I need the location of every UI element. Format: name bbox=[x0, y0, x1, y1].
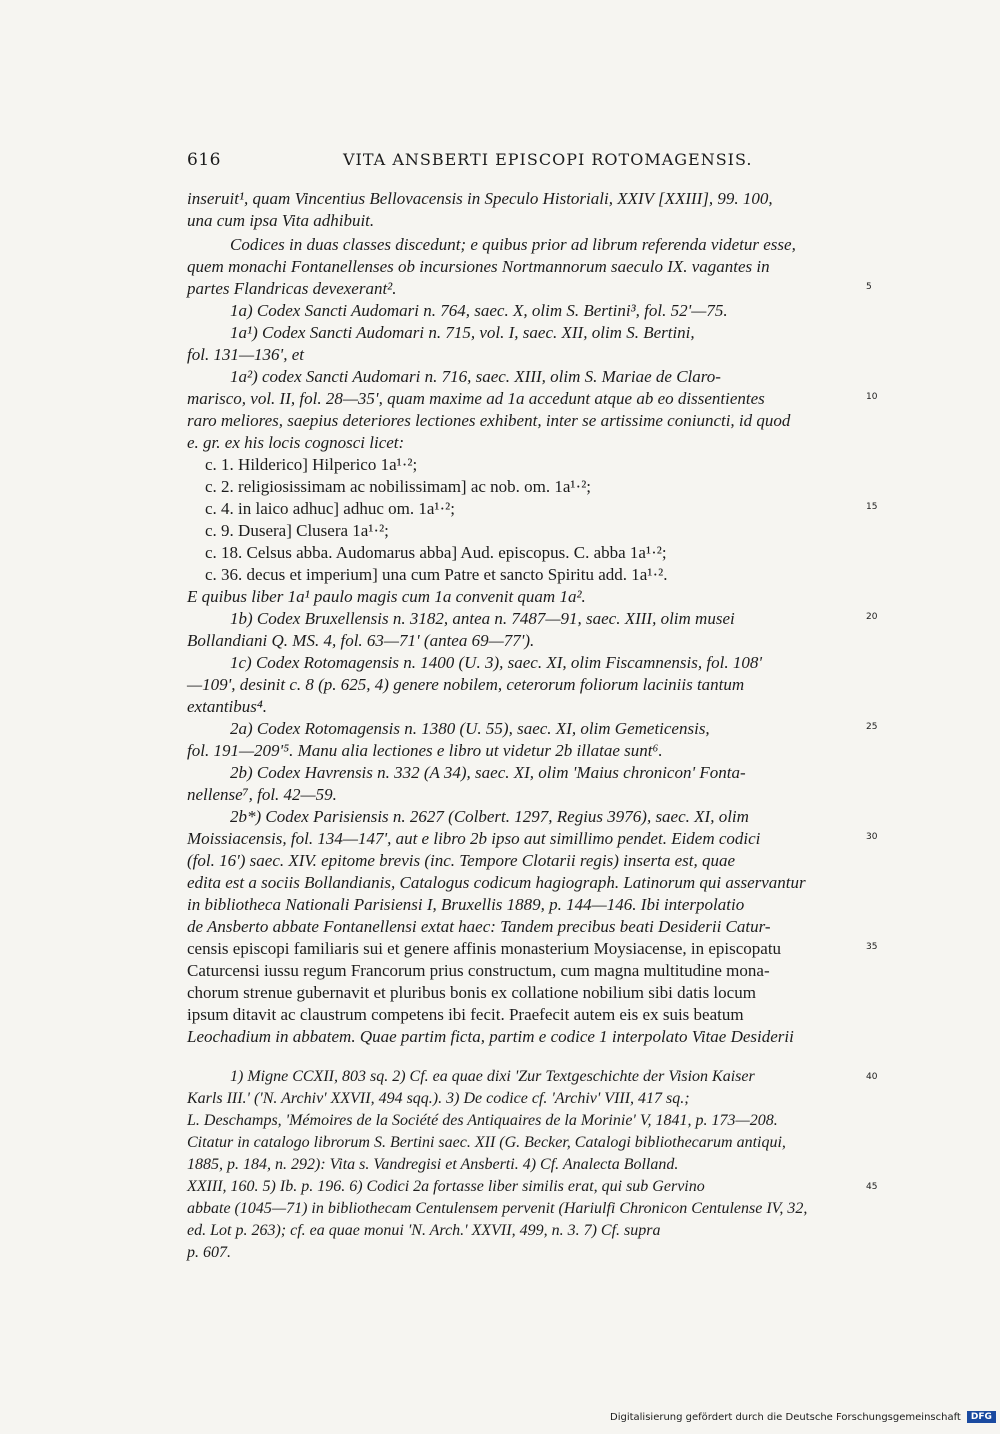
margin-line-number: 25 bbox=[866, 722, 878, 732]
body-line: partes Flandricas devexerant². bbox=[187, 279, 397, 298]
body-line: Moissiacensis, fol. 134—147', aut e libro 2b ipso aut simillimo pendet. Eidem codici bbox=[187, 829, 761, 848]
running-title: VITA ANSBERTI EPISCOPI ROTOMAGENSIS. bbox=[343, 150, 753, 169]
footnote-line: Citatur in catalogo librorum S. Bertini saec. XII (G. Becker, Catalogi bibliothecarum antiqui, bbox=[187, 1134, 786, 1151]
body-line: 2b*) Codex Parisiensis n. 2627 (Colbert. 1297, Regius 3976), saec. XI, olim bbox=[230, 807, 749, 826]
credit-text: Digitalisierung gefördert durch die Deutsche Forschungsgemeinschaft bbox=[610, 1411, 961, 1423]
margin-line-number: 5 bbox=[866, 282, 872, 292]
footnote-line: 1) Migne CCXII, 803 sq. 2) Cf. ea quae dixi 'Zur Textgeschichte der Vision Kaiser bbox=[230, 1068, 755, 1085]
body-line: marisco, vol. II, fol. 28—35', quam maxime ad 1a accedunt atque ab eo dissentientes bbox=[187, 389, 765, 408]
body-line: 1b) Codex Bruxellensis n. 3182, antea n. 7487—91, saec. XIII, olim musei bbox=[230, 609, 735, 628]
body-line: 1a) Codex Sancti Audomari n. 764, saec. X, olim S. Bertini³, fol. 52'—75. bbox=[230, 301, 728, 320]
dfg-logo: DFG bbox=[967, 1411, 996, 1423]
body-line: in bibliotheca Nationali Parisiensi I, Bruxellis 1889, p. 144—146. Ibi interpolatio bbox=[187, 895, 745, 914]
digitization-credit bbox=[610, 1411, 996, 1423]
variant-line: c. 36. decus et imperium] una cum Patre et sancto Spiritu add. 1a¹·². bbox=[205, 565, 668, 584]
body-line: Codices in duas classes discedunt; e quibus prior ad librum referenda videtur esse, bbox=[230, 235, 796, 254]
body-line: 1c) Codex Rotomagensis n. 1400 (U. 3), saec. XI, olim Fiscamnensis, fol. 108' bbox=[230, 653, 762, 672]
body-line: E quibus liber 1a¹ paulo magis cum 1a convenit quam 1a². bbox=[187, 587, 586, 606]
body-line: inseruit¹, quam Vincentius Bellovacensis in Speculo Historiali, XXIV [XXIII], 99. 100, bbox=[187, 189, 773, 208]
footnote-line: 1885, p. 184, n. 292): Vita s. Vandregisi et Ansberti. 4) Cf. Analecta Bolland. bbox=[187, 1156, 679, 1173]
variant-line: c. 9. Dusera] Clusera 1a¹·²; bbox=[205, 521, 389, 540]
margin-line-number: 40 bbox=[866, 1072, 878, 1082]
variant-line: c. 18. Celsus abba. Audomarus abba] Aud. episcopus. C. abba 1a¹·²; bbox=[205, 543, 667, 562]
footnote-line: XXIII, 160. 5) Ib. p. 196. 6) Codici 2a fortasse liber similis erat, qui sub Gervino bbox=[187, 1178, 705, 1195]
body-line: e. gr. ex his locis cognosci licet: bbox=[187, 433, 405, 452]
body-line: raro meliores, saepius deteriores lectiones exhibent, inter se artissime coniuncti, id quod bbox=[187, 411, 791, 430]
footnote-line: p. 607. bbox=[187, 1244, 231, 1261]
margin-line-number: 10 bbox=[866, 392, 878, 402]
body-line: fol. 191—209'⁵. Manu alia lectiones e libro ut videtur 2b illatae sunt⁶. bbox=[187, 741, 663, 760]
body-line: edita est a sociis Bollandianis, Catalogus codicum hagiograph. Latinorum qui asservantur bbox=[187, 873, 806, 892]
body-line: una cum ipsa Vita adhibuit. bbox=[187, 211, 375, 230]
footnote-line: ed. Lot p. 263); cf. ea quae monui 'N. Arch.' XXVII, 499, n. 3. 7) Cf. supra bbox=[187, 1222, 661, 1239]
body-line: Bollandiani Q. MS. 4, fol. 63—71' (antea 69—77'). bbox=[187, 631, 535, 650]
footnote-line: Karls III.' ('N. Archiv' XXVII, 494 sqq.). 3) De codice cf. 'Archiv' VIII, 417 sq.; bbox=[187, 1090, 690, 1107]
body-line: de Ansberto abbate Fontanellensi extat haec: Tandem precibus beati Desiderii Catur- bbox=[187, 917, 771, 936]
footnote-line: L. Deschamps, 'Mémoires de la Société des Antiquaires de la Morinie' V, 1841, p. 173—208. bbox=[187, 1112, 778, 1129]
body-line: Caturcensi iussu regum Francorum prius constructum, cum magna multitudine mona- bbox=[187, 961, 770, 980]
margin-line-number: 45 bbox=[866, 1182, 878, 1192]
page-number: 616 bbox=[187, 150, 221, 170]
footnote-line: abbate (1045—71) in bibliothecam Centulensem pervenit (Hariulfi Chronicon Centulense IV, 32, bbox=[187, 1200, 808, 1217]
variant-line: c. 1. Hilderico] Hilperico 1a¹·²; bbox=[205, 455, 418, 474]
margin-line-number: 15 bbox=[866, 502, 878, 512]
body-line: quem monachi Fontanellenses ob incursiones Nortmannorum saeculo IX. vagantes in bbox=[187, 257, 770, 276]
margin-line-number: 35 bbox=[866, 942, 878, 952]
body-line: extantibus⁴. bbox=[187, 697, 268, 716]
body-line: 1a²) codex Sancti Audomari n. 716, saec. XIII, olim S. Mariae de Claro- bbox=[230, 367, 721, 386]
body-line: ipsum ditavit ac claustrum competens ibi fecit. Praefecit autem eis ex suis beatum bbox=[187, 1005, 744, 1024]
body-line: 2b) Codex Havrensis n. 332 (A 34), saec. XI, olim 'Maius chronicon' Fonta- bbox=[230, 763, 746, 782]
margin-line-number: 30 bbox=[866, 832, 878, 842]
variant-line: c. 2. religiosissimam ac nobilissimam] ac nob. om. 1a¹·²; bbox=[205, 477, 592, 496]
margin-line-number: 20 bbox=[866, 612, 878, 622]
body-line: 2a) Codex Rotomagensis n. 1380 (U. 55), saec. XI, olim Gemeticensis, bbox=[230, 719, 710, 738]
body-line: nellense⁷, fol. 42—59. bbox=[187, 785, 337, 804]
body-line: Leochadium in abbatem. Quae partim ficta, partim e codice 1 interpolato Vitae Desiderii bbox=[187, 1027, 794, 1046]
body-line: 1a¹) Codex Sancti Audomari n. 715, vol. I, saec. XII, olim S. Bertini, bbox=[230, 323, 695, 342]
body-line: —109', desinit c. 8 (p. 625, 4) genere nobilem, ceterorum foliorum laciniis tantum bbox=[187, 675, 745, 694]
variant-line: c. 4. in laico adhuc] adhuc om. 1a¹·²; bbox=[205, 499, 455, 518]
body-line: chorum strenue gubernavit et pluribus bonis ex collatione nobilium sibi datis locum bbox=[187, 983, 756, 1002]
body-line: (fol. 16') saec. XIV. epitome brevis (inc. Tempore Clotarii regis) inserta est, quae bbox=[187, 851, 736, 870]
body-line: censis episcopi familiaris sui et genere affinis monasterium Moysiacense, in episcopatu bbox=[187, 939, 782, 958]
body-line: fol. 131—136', et bbox=[187, 345, 304, 364]
